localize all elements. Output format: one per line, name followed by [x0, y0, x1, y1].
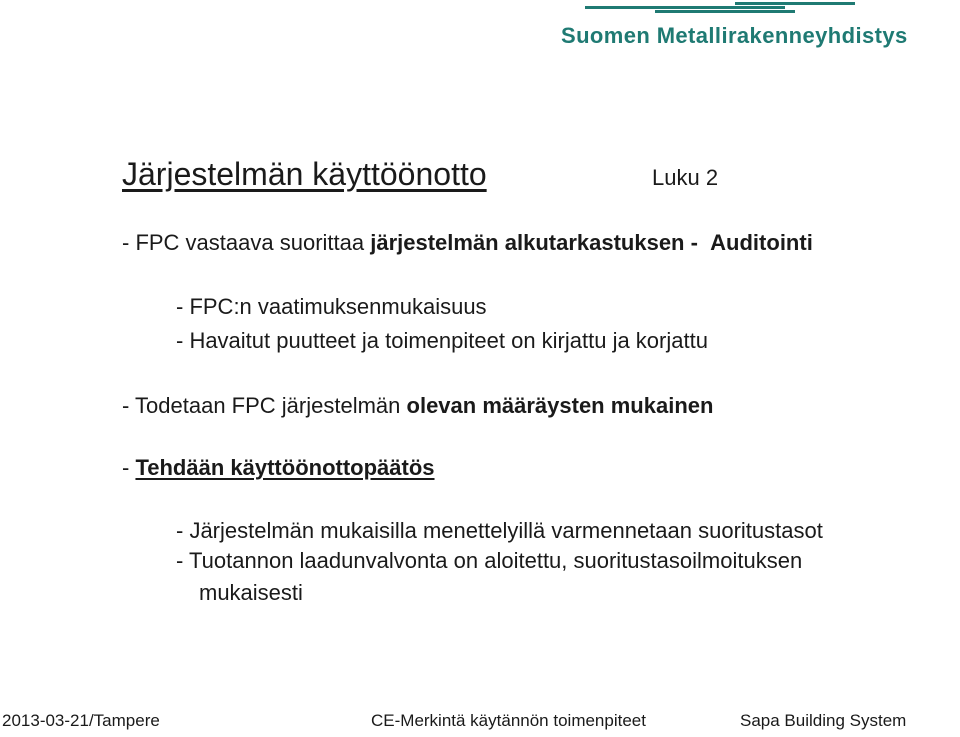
logo-bar	[655, 10, 795, 13]
bullet-text: -	[122, 455, 136, 480]
sub-bullet-suoritustasot: - Järjestelmän mukaisilla menettelyillä varmennetaan suoritustasot	[176, 518, 823, 543]
bullet-alkutarkastus	[122, 230, 813, 256]
bullet-text: - FPC vastaava suorittaa	[122, 230, 371, 255]
footer-company: Sapa Building System	[740, 711, 907, 730]
bullet-bold-text: Auditointi	[710, 230, 813, 255]
sub-bullet-laadunvalvonta: - Tuotannon laadunvalvonta on aloitettu, suoritustasoilmoituksen	[176, 548, 803, 573]
bullet-todetaan	[122, 393, 713, 419]
logo-bar	[585, 6, 785, 9]
footer-date: 2013-03-21/Tampere	[2, 711, 160, 730]
sub-bullet-vaatimuksenmukaisuus: - FPC:n vaatimuksenmukaisuus	[176, 294, 487, 319]
bullet-kayttoonottopaatos	[122, 455, 435, 481]
bullet-bold-text: järjestelmän alkutarkastuksen -	[370, 230, 698, 255]
logo	[555, 0, 955, 60]
sub-bullet-continuation: mukaisesti	[199, 580, 303, 605]
chapter-label: Luku 2	[652, 165, 719, 190]
logo-text: Suomen Metallirakenneyhdistys	[561, 23, 908, 48]
bullet-bold-underlined-text: Tehdään käyttöönottopäätös	[135, 455, 435, 480]
sub-bullet-puutteet: - Havaitut puutteet ja toimenpiteet on kirjattu ja korjattu	[176, 328, 708, 353]
logo-bars-graphic	[585, 0, 875, 20]
bullet-bold-text: olevan määräysten mukainen	[406, 393, 714, 418]
logo-bar	[735, 2, 855, 5]
page-title: Järjestelmän käyttöönotto	[122, 156, 487, 192]
footer-center-text: CE-Merkintä käytännön toimenpiteet	[371, 711, 646, 730]
bullet-text: - Todetaan FPC järjestelmän	[122, 393, 407, 418]
